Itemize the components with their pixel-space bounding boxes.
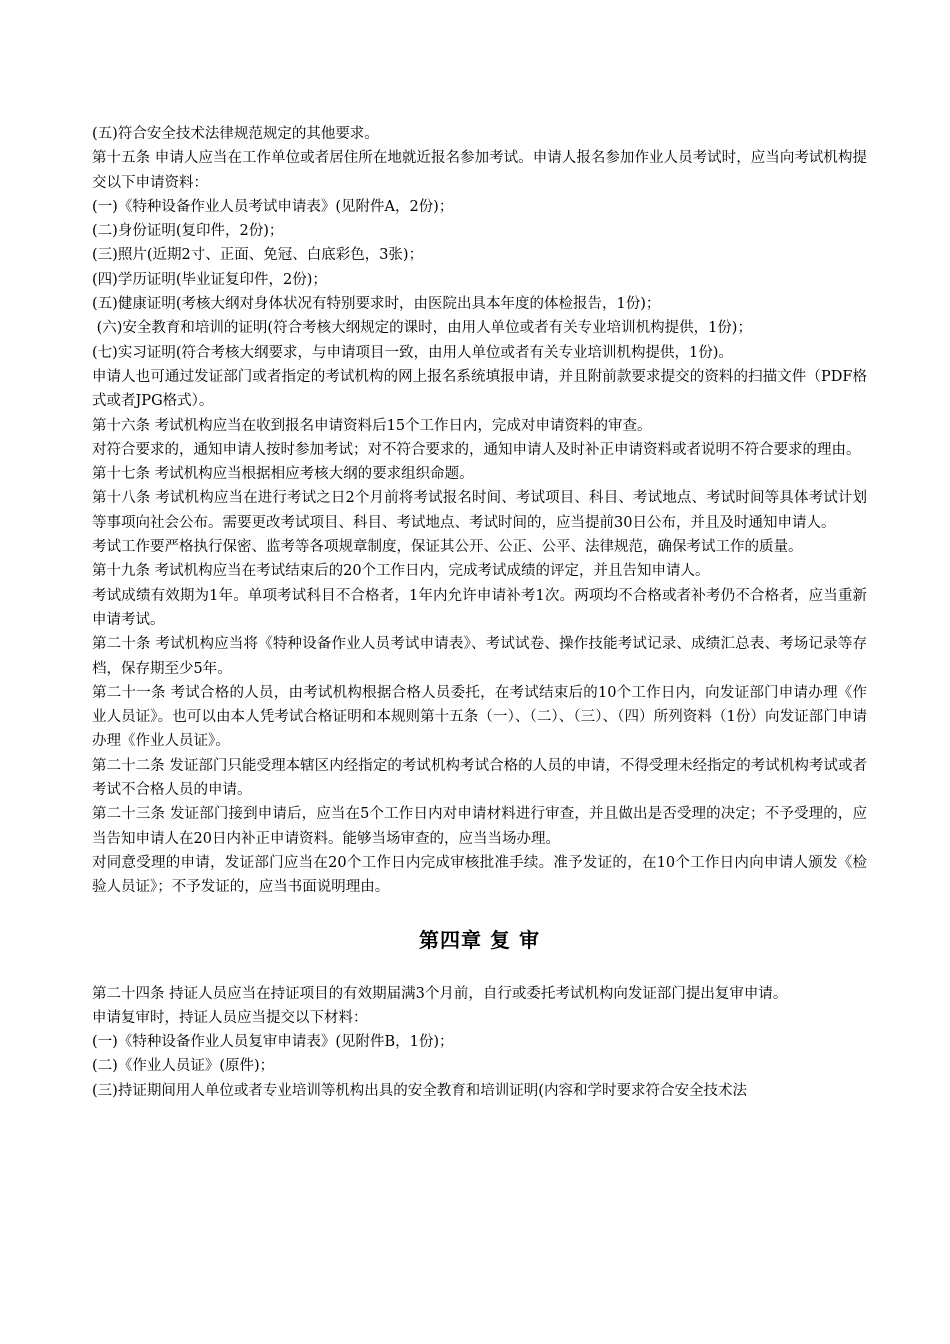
article-19: 第十九条 考试机构应当在考试结束后的20个工作日内，完成考试成绩的评定，并且告知申请人。 <box>92 563 710 580</box>
article-22: 第二十二条 发证部门只能受理本辖区内经指定的考试机构考试合格的人员的申请，不得受理未经指定的考试机构考试或者考试不合格人员的申请。 <box>92 757 867 799</box>
list-item: (二)身份证明(复印件，2份)； <box>92 223 284 240</box>
paragraph: (五)符合安全技术法律规范规定的其他要求。 <box>92 126 379 142</box>
paragraph: 考试工作要严格执行保密、监考等各项规章制度，保证其公开、公正、公平、法律规范，确保考试工作的质量。 <box>92 539 803 556</box>
paragraph: 申请复审时，持证人员应当提交以下材料： <box>92 1009 368 1026</box>
list-item: (五)健康证明(考核大纲对身体状况有特别要求时，由医院出具本年度的体检报告，1份)； <box>92 296 661 313</box>
list-item: (一)《特种设备作业人员复审申请表》(见附件B，1份)； <box>92 1034 454 1051</box>
article-15: 第十五条 申请人应当在工作单位或者居住所在地就近报名参加考试。申请人报名参加作业人员考试时，应当向考试机构提交以下申请资料： <box>92 150 867 191</box>
document-page <box>92 122 867 1103</box>
list-item: (六)安全教育和培训的证明(符合考核大纲规定的课时，由用人单位或者有关专业培训机构提供，1份)； <box>92 320 752 337</box>
list-item: (七)实习证明(符合考核大纲要求，与申请项目一致，由用人单位或者有关专业培训机构提供，1份)。 <box>92 344 733 361</box>
list-item: (一)《特种设备作业人员考试申请表》(见附件A，2份)； <box>92 198 454 215</box>
article-16: 第十六条 考试机构应当在收到报名申请资料后15个工作日内，完成对申请资料的审查。 <box>92 417 652 434</box>
article-21: 第二十一条 考试合格的人员，由考试机构根据合格人员委托，在考试结束后的10个工作日内，向发证部门申请办理《作业人员证》。也可以由本人凭考试合格证明和本规则第十五条（一）、（二）、（三）、（四）所列资料（1份）向发证部门申请办理《作业人员证》。 <box>92 684 867 750</box>
article-23: 第二十三条 发证部门接到申请后，应当在5个工作日内对申请材料进行审查，并且做出是否受理的决定；不予受理的，应当告知申请人在20日内补正申请资料。能够当场审查的，应当当场办理。 <box>92 806 867 847</box>
article-20: 第二十条 考试机构应当将《特种设备作业人员考试申请表》、考试试卷、操作技能考试记录、成绩汇总表、考场记录等存档，保存期至少5年。 <box>92 636 867 677</box>
article-18: 第十八条 考试机构应当在进行考试之日2个月前将考试报名时间、考试项目、科目、考试地点、考试时间等具体考试计划等事项向社会公布。需要更改考试项目、科目、考试地点、考试时间的，应当提前30日公布，并且及时通知申请人。 <box>92 490 867 531</box>
paragraph: 对符合要求的，通知申请人按时参加考试；对不符合要求的，通知申请人及时补正申请资料或者说明不符合要求的理由。 <box>92 441 861 458</box>
article-24: 第二十四条 持证人员应当在持证项目的有效期届满3个月前，自行或委托考试机构向发证部门提出复审申请。 <box>92 985 788 1002</box>
chapter-heading: 第四章 复 审 <box>419 927 540 952</box>
list-item: (三)持证期间用人单位或者专业培训等机构出具的安全教育和培训证明(内容和学时要求符合安全技术法 <box>92 1082 747 1099</box>
list-item: (二)《作业人员证》(原件)； <box>92 1058 275 1075</box>
section-one <box>92 122 867 900</box>
list-item: (三)照片(近期2寸、正面、免冠、白底彩色，3张)； <box>92 247 424 264</box>
section-two <box>92 982 867 1103</box>
article-17: 第十七条 考试机构应当根据相应考核大纲的要求组织命题。 <box>92 466 474 483</box>
paragraph: 申请人也可通过发证部门或者指定的考试机构的网上报名系统填报申请，并且附前款要求提交的资料的扫描文件（PDF格式或者JPG格式）。 <box>92 368 867 410</box>
paragraph: 对同意受理的申请，发证部门应当在20个工作日内完成审核批准手续。准予发证的，在10个工作日内向申请人颁发《检验人员证》；不予发证的，应当书面说明理由。 <box>92 854 867 896</box>
paragraph: 考试成绩有效期为1年。单项考试科目不合格者，1年内允许申请补考1次。两项均不合格或者补考仍不合格者，应当重新申请考试。 <box>92 587 867 628</box>
list-item: (四)学历证明(毕业证复印件，2份)； <box>92 271 327 288</box>
